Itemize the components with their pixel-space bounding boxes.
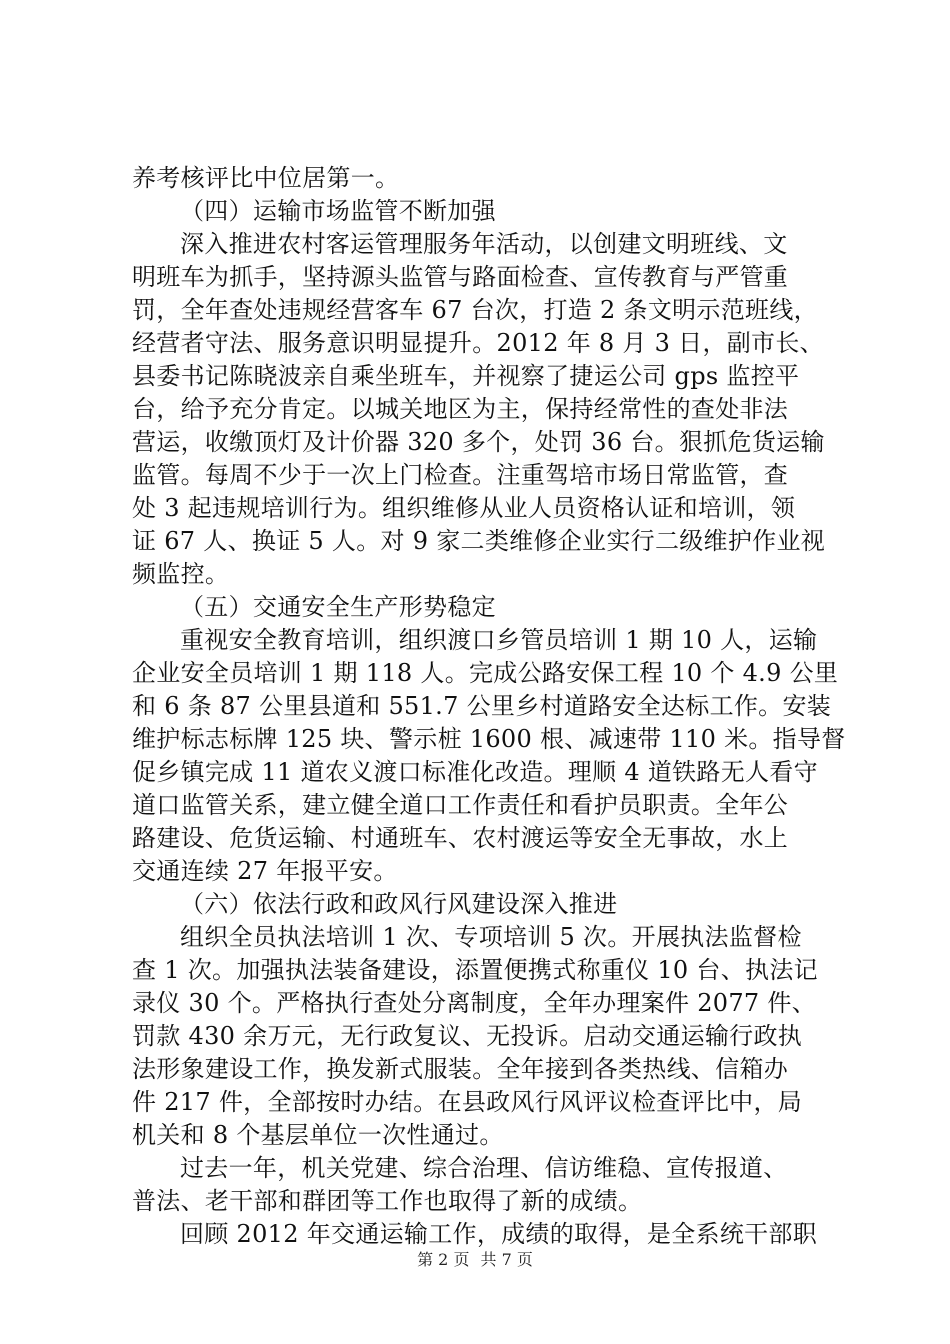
text-line: 和 6 条 87 公里县道和 551.7 公里乡村道路安全达标工作。安装 bbox=[132, 692, 832, 720]
text-line: 过去一年，机关党建、综合治理、信访维稳、宣传报道、 bbox=[180, 1154, 788, 1182]
text-line: 回顾 2012 年交通运输工作，成绩的取得，是全系统干部职 bbox=[180, 1220, 818, 1248]
text-line: 交通连续 27 年报平安。 bbox=[132, 857, 398, 885]
text-lines bbox=[132, 162, 846, 1251]
page-number: 第 2 页 bbox=[417, 1250, 470, 1269]
text-line: 处 3 起违规培训行为。组织维修从业人员资格认证和培训，领 bbox=[132, 494, 796, 522]
text-line: 监管。每周不少于一次上门检查。注重驾培市场日常监管，查 bbox=[132, 461, 789, 489]
text-line: 深入推进农村客运管理服务年活动，以创建文明班线、文 bbox=[180, 230, 788, 258]
text-line: 频监控。 bbox=[132, 560, 230, 588]
text-line: 证 67 人、换证 5 人。对 9 家二类维修企业实行二级维护作业视 bbox=[132, 527, 826, 555]
text-line: 机关和 8 个基层单位一次性通过。 bbox=[132, 1121, 504, 1149]
text-line: 普法、老干部和群团等工作也取得了新的成绩。 bbox=[132, 1187, 643, 1215]
text-line: （四）运输市场监管不断加强 bbox=[180, 197, 496, 225]
text-line: 罚款 430 余万元，无行政复议、无投诉。启动交通运输行政执 bbox=[132, 1022, 803, 1050]
text-line: 经营者守法、服务意识明显提升。2012 年 8 月 3 日，副市长、 bbox=[132, 329, 824, 357]
text-line: 件 217 件，全部按时办结。在县政风行风评议检查评比中，局 bbox=[132, 1088, 803, 1116]
page-footer bbox=[0, 1247, 950, 1270]
text-line: 组织全员执法培训 1 次、专项培训 5 次。开展执法监督检 bbox=[180, 923, 802, 951]
text-line: 营运，收缴顶灯及计价器 320 多个，处罚 36 台。狠抓危货运输 bbox=[132, 428, 825, 456]
text-line: 查 1 次。加强执法装备建设，添置便携式称重仪 10 台、执法记 bbox=[132, 956, 818, 984]
text-line: 企业安全员培训 1 期 118 人。完成公路安保工程 10 个 4.9 公里 bbox=[132, 659, 839, 687]
text-line: 明班车为抓手，坚持源头监管与路面检查、宣传教育与严管重 bbox=[132, 263, 789, 291]
text-line: 促乡镇完成 11 道农义渡口标准化改造。理顺 4 道铁路无人看守 bbox=[132, 758, 818, 786]
text-line: 台，给予充分肯定。以城关地区为主，保持经常性的查处非法 bbox=[132, 395, 789, 423]
text-line: 养考核评比中位居第一。 bbox=[132, 164, 400, 192]
text-line: 维护标志标牌 125 块、警示桩 1600 根、减速带 110 米。指导督 bbox=[132, 725, 846, 753]
document-body bbox=[132, 162, 846, 1251]
text-line: 录仪 30 个。严格执行查处分离制度，全年办理案件 2077 件、 bbox=[132, 989, 817, 1017]
text-line: 县委书记陈晓波亲自乘坐班车，并视察了捷运公司 gps 监控平 bbox=[132, 362, 800, 390]
page-total: 共 7 页 bbox=[480, 1250, 533, 1269]
text-line: （五）交通安全生产形势稳定 bbox=[180, 593, 496, 621]
text-line: 罚，全年查处违规经营客车 67 台次，打造 2 条文明示范班线， bbox=[132, 296, 818, 324]
text-line: （六）依法行政和政风行风建设深入推进 bbox=[180, 890, 618, 918]
text-line: 重视安全教育培训，组织渡口乡管员培训 1 期 10 人，运输 bbox=[180, 626, 818, 654]
text-line: 法形象建设工作，换发新式服装。全年接到各类热线、信箱办 bbox=[132, 1055, 789, 1083]
text-line: 路建设、危货运输、村通班车、农村渡运等安全无事故，水上 bbox=[132, 824, 789, 852]
text-line: 道口监管关系，建立健全道口工作责任和看护员职责。全年公 bbox=[132, 791, 789, 819]
